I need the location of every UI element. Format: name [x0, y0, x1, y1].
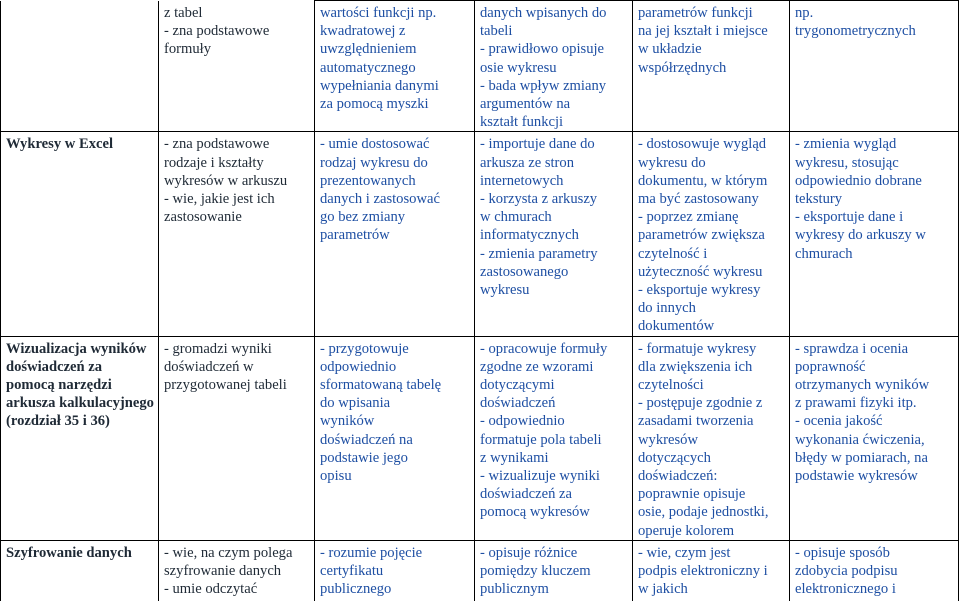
- cell-text-line: formatuje pola tabeli: [480, 431, 602, 448]
- cell-text-line: użyteczność wykresu: [638, 263, 763, 280]
- cell-text-line: rodzaje i kształty: [164, 154, 264, 171]
- cell-text-line: doświadczeń za: [480, 486, 572, 503]
- level-excellent-cell: [790, 336, 959, 540]
- cell-text-line: - sprawdza i ocenia: [795, 340, 909, 357]
- cell-text-line: sformatowaną tabelę: [320, 377, 442, 394]
- cell-text-line: - importuje dane do: [480, 136, 595, 153]
- cell-text-line: - opracowuje formuły: [480, 340, 608, 357]
- cell-text-line: w jakich: [638, 581, 688, 598]
- cell-text-line: wykresu do: [638, 154, 706, 171]
- cell-text-line: zdobycia podpisu: [795, 563, 898, 580]
- cell-text-line: z prawami fizyki itp.: [795, 395, 917, 412]
- cell-text-line: parametrów zwiększa: [638, 227, 765, 244]
- cell-text-line: czytelności: [638, 377, 704, 394]
- cell-text-line: - eksportuje dane i: [795, 209, 904, 226]
- cell-text-line: - umie dostosować: [320, 136, 430, 153]
- cell-text-line: osie wykresu: [480, 59, 557, 76]
- table-row: [1, 1, 959, 132]
- cell-text-line: chmurach: [795, 245, 853, 262]
- cell-text-line: dokumentu, w którym: [638, 172, 768, 189]
- cell-text-line: wykresów w arkuszu: [164, 172, 288, 189]
- cell-text-line: publicznego: [320, 581, 392, 598]
- cell-text-line: rodzaj wykresu do: [320, 154, 428, 171]
- cell-text-line: automatycznego: [320, 59, 416, 76]
- cell-text-line: - opisuje sposób: [795, 544, 890, 561]
- cell-text-line: doświadczeń: [480, 395, 556, 412]
- cell-text-line: argumentów na: [480, 96, 571, 113]
- cell-text-line: - ocenia jakość: [795, 413, 883, 430]
- level-good-cell: [475, 132, 633, 336]
- cell-text-line: podstawie jego: [320, 449, 408, 466]
- cell-text-line: wartości funkcji np.: [320, 5, 437, 21]
- cell-text-line: - zmienia wygląd: [795, 136, 897, 153]
- level-basic-cell: [159, 1, 315, 132]
- cell-text-line: - dostosowuje wygląd: [638, 136, 767, 153]
- cell-text-line: certyfikatu: [320, 563, 384, 580]
- level-satisfactory-cell: [315, 336, 475, 540]
- cell-text-line: doświadczeń w: [164, 358, 254, 375]
- level-basic-cell: [159, 336, 315, 540]
- cell-text-line: tabeli: [480, 23, 513, 40]
- topic-line: arkusza kalkulacyjnego: [6, 395, 154, 412]
- cell-text-line: - opisuje różnice: [480, 544, 578, 561]
- topic-cell: [1, 336, 159, 540]
- cell-text-line: otrzymanych wyników: [795, 377, 930, 394]
- cell-text-line: dotyczących: [638, 449, 711, 466]
- cell-text-line: wykresów: [638, 431, 698, 448]
- cell-text-line: odpowiednio: [320, 358, 397, 375]
- cell-text-line: - postępuje zgodnie z: [638, 395, 763, 412]
- cell-text-line: - wie, czym jest: [638, 544, 731, 561]
- topic-line: doświadczeń za: [6, 358, 103, 375]
- topic-line: Wykresy w Excel: [6, 136, 114, 153]
- cell-text-line: wykresu, stosując: [795, 154, 899, 171]
- cell-text-line: internetowych: [480, 172, 564, 189]
- cell-text-line: zastosowanego: [480, 263, 569, 280]
- cell-text-line: parametrów funkcji: [638, 5, 753, 21]
- cell-text-line: go bez zmiany: [320, 209, 406, 226]
- cell-text-line: dotyczącymi: [480, 377, 555, 394]
- cell-text-line: formuły: [164, 40, 212, 57]
- level-satisfactory-cell: [315, 1, 475, 132]
- level-very-good-cell: [633, 336, 790, 540]
- cell-text-line: przygotowanej tabeli: [164, 377, 287, 394]
- cell-text-line: pomiędzy kluczem: [480, 563, 591, 580]
- cell-text-line: - przygotowuje: [320, 340, 409, 357]
- cell-text-line: w chmurach: [480, 209, 552, 226]
- table-row: [1, 540, 959, 601]
- cell-text-line: osie, podaje jednostki,: [638, 504, 769, 521]
- cell-text-line: błędy w pomiarach, na: [795, 449, 928, 466]
- cell-text-line: publicznym: [480, 581, 549, 598]
- cell-text-line: - korzysta z arkuszy: [480, 191, 598, 208]
- topic-cell: [1, 132, 159, 336]
- cell-text-line: wykonania ćwiczenia,: [795, 431, 925, 448]
- cell-text-line: do innych: [638, 300, 696, 317]
- cell-text-line: szyfrowanie danych: [164, 563, 282, 580]
- cell-text-line: do wpisania: [320, 395, 391, 412]
- cell-text-line: wykresu: [480, 282, 530, 299]
- cell-text-line: kwadratowej z: [320, 23, 406, 40]
- cell-text-line: z wynikami: [480, 449, 549, 466]
- cell-text-line: arkusza ze stron: [480, 154, 575, 171]
- cell-text-line: zastosowanie: [164, 209, 242, 226]
- level-excellent-cell: [790, 540, 959, 601]
- cell-text-line: - odpowiednio: [480, 413, 565, 430]
- cell-text-line: - wie, na czym polega: [164, 544, 293, 561]
- cell-text-line: z tabel: [164, 4, 203, 21]
- level-very-good-cell: [633, 132, 790, 336]
- cell-text-line: informatycznych: [480, 227, 579, 244]
- topic-line: Wizualizacja wyników: [6, 340, 147, 357]
- level-excellent-cell: [790, 132, 959, 336]
- cell-text-line: - bada wpływ zmiany: [480, 77, 607, 94]
- cell-text-line: współrzędnych: [638, 59, 727, 76]
- cell-text-line: - formatuje wykresy: [638, 340, 757, 357]
- cell-text-line: - rozumie pojęcie: [320, 544, 423, 561]
- cell-text-line: czytelność i: [638, 245, 708, 262]
- cell-text-line: - eksportuje wykresy: [638, 282, 761, 299]
- topic-line: Szyfrowanie danych: [6, 544, 132, 561]
- cell-text-line: - poprzez zmianę: [638, 209, 739, 226]
- cell-text-line: zgodne ze wzorami: [480, 358, 594, 375]
- cell-text-line: - umie odczytać: [164, 581, 258, 598]
- cell-text-line: operuje kolorem: [638, 522, 735, 539]
- cell-text-line: wyników: [320, 413, 375, 430]
- cell-text-line: kształt funkcji: [480, 114, 564, 131]
- topic-line: pomocą narzędzi: [6, 377, 112, 394]
- cell-text-line: wykresy do arkuszy w: [795, 227, 926, 244]
- cell-text-line: - zmienia parametry: [480, 245, 598, 262]
- cell-text-line: pomocą wykresów: [480, 504, 590, 521]
- level-very-good-cell: [633, 540, 790, 601]
- cell-text-line: tekstury: [795, 191, 843, 208]
- level-good-cell: [475, 336, 633, 540]
- cell-text-line: - wizualizuje wyniki: [480, 468, 600, 485]
- cell-text-line: elektronicznego i: [795, 581, 896, 598]
- cell-text-line: uwzględnieniem: [320, 41, 417, 58]
- cell-text-line: poprawnie opisuje: [638, 486, 746, 503]
- cell-text-line: danych wpisanych do: [480, 5, 607, 21]
- level-good-cell: [475, 1, 633, 132]
- cell-text-line: odpowiednio dobrane: [795, 172, 922, 189]
- level-satisfactory-cell: [315, 540, 475, 601]
- cell-text-line: - zna podstawowe: [164, 136, 270, 153]
- cell-text-line: poprawność: [795, 358, 866, 375]
- cell-text-line: podstawie wykresów: [795, 468, 918, 485]
- level-basic-cell: [159, 132, 315, 336]
- cell-text-line: - gromadzi wyniki: [164, 340, 272, 357]
- cell-text-line: zasadami tworzenia: [638, 413, 754, 430]
- cell-text-line: - prawidłowo opisuje: [480, 41, 605, 58]
- level-excellent-cell: [790, 1, 959, 132]
- cell-text-line: opisu: [320, 468, 352, 485]
- cell-text-line: wypełniania danymi: [320, 77, 439, 94]
- cell-text-line: ma być zastosowany: [638, 191, 759, 208]
- cell-text-line: - wie, jakie jest ich: [164, 191, 275, 208]
- cell-text-line: dokumentów: [638, 318, 715, 335]
- cell-text-line: danych i zastosować: [320, 191, 440, 208]
- table-row: [1, 132, 959, 336]
- topic-cell: [1, 540, 159, 601]
- level-satisfactory-cell: [315, 132, 475, 336]
- cell-text-line: dla zwiększenia ich: [638, 358, 753, 375]
- level-very-good-cell: [633, 1, 790, 132]
- cell-text-line: w układzie: [638, 41, 702, 58]
- level-basic-cell: [159, 540, 315, 601]
- level-good-cell: [475, 540, 633, 601]
- cell-text-line: np.: [795, 5, 814, 21]
- cell-text-line: parametrów: [320, 227, 390, 244]
- cell-text-line: prezentowanych: [320, 172, 416, 189]
- cell-text-line: na jej kształt i miejsce: [638, 23, 768, 40]
- cell-text-line: za pomocą myszki: [320, 96, 429, 113]
- topic-cell: [1, 1, 159, 132]
- table-row: [1, 336, 959, 540]
- cell-text-line: - zna podstawowe: [164, 22, 270, 39]
- cell-text-line: podpis elektroniczny i: [638, 563, 768, 580]
- cell-text-line: trygonometrycznych: [795, 23, 916, 40]
- cell-text-line: doświadczeń:: [638, 468, 718, 485]
- topic-line: (rozdział 35 i 36): [6, 413, 110, 430]
- cell-text-line: doświadczeń na: [320, 431, 413, 448]
